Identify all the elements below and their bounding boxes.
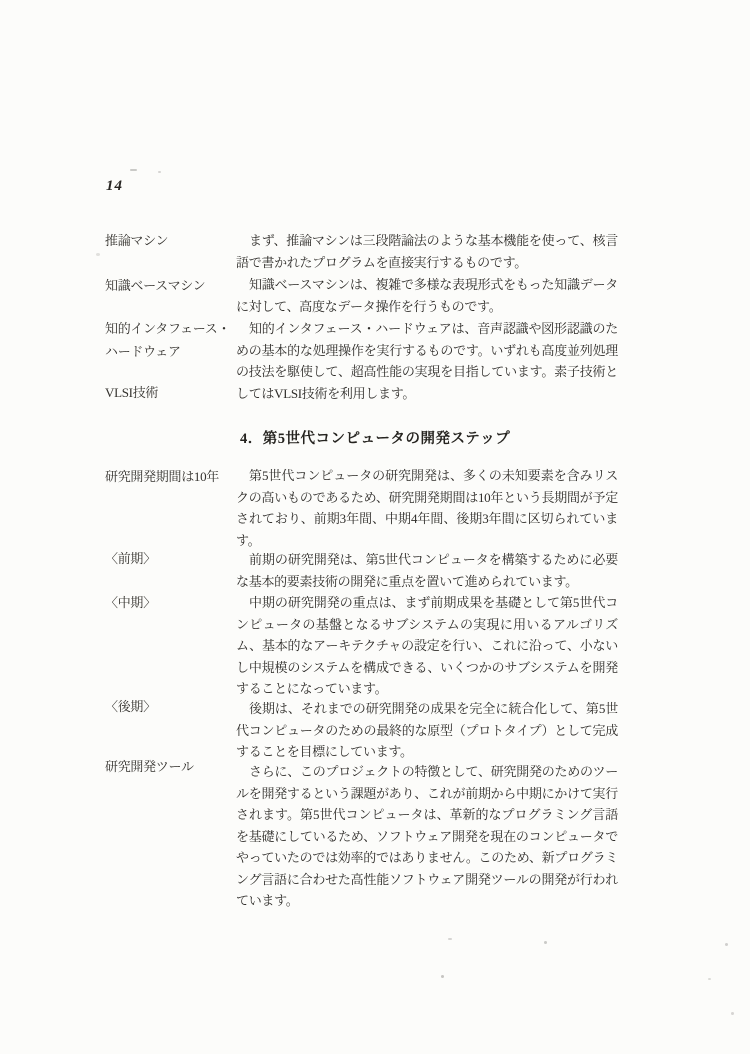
margin-label-intelligent-interface-line1: 知的インタフェース・ [105, 321, 231, 336]
scan-speck [731, 1012, 734, 1015]
scan-speck [158, 171, 161, 173]
margin-label-early-phase: 〈前期〉 [105, 551, 156, 566]
paragraph-early-phase: 前期の研究開発は、第5世代コンピュータを構築するために必要な基本的要素技術の開発に重点を置いて進められています。 [236, 552, 618, 589]
paragraph-rd-tools: さらに、このプロジェクトの特徴として、研究開発のためのツールを開発するという課題があり、これが前期から中期にかけて実行されます。第5世代コンピュータは、革新的なプログラミング言語を基礎にしているため、ソフトウェア開発を現在のコンピュータでやっていたのでは効率的ではありません。このため、新プログラミング言語に合わせた高性能ソフトウェア開発ツールの開発が行われています。 [236, 764, 618, 908]
paragraph-intelligent-interface-hardware: 知的インタフェース・ハードウェアは、音声認識や図形認識のための基本的な処理操作を実行するものです。いずれも高度並列処理の技法を駆使して、超高性能の実現を目指しています。素子技術としてはVLSI技術を利用します。 [236, 321, 618, 401]
scan-speck [96, 253, 100, 256]
section-heading-development-steps: 4．第5世代コンピュータの開発ステップ [240, 431, 511, 447]
page-number: 14 [106, 178, 123, 194]
scan-speck [130, 169, 137, 171]
scan-speck [448, 938, 452, 940]
paragraph-inference-machine: まず、推論マシンは三段階論法のような基本機能を使って、核言語で書かれたプログラムを直接実行するものです。 [236, 233, 618, 270]
paragraph-rd-period: 第5世代コンピュータの研究開発は、多くの未知要素を含みリスクの高いものであるため、研究開発期間は10年という長期間が予定されており、前期3年間、中期4年間、後期3年間に区切られています。 [236, 468, 618, 548]
paragraph-middle-phase: 中期の研究開発の重点は、まず前期成果を基礎として第5世代コンピュータの基盤となるサブシステムの実現に用いるアルゴリズム、基本的なアーキテクチャの設定を行い、これに沿って、小ないし中規模のシステムを構成できる、いくつかのサブシステムを開発することになっています。 [236, 595, 618, 696]
margin-label-vlsi-technology: VLSI技術 [105, 385, 159, 400]
margin-label-knowledge-base-machine: 知識ベースマシン [105, 278, 206, 293]
scan-speck [544, 941, 547, 944]
paragraph-knowledge-base-machine: 知識ベースマシンは、複雑で多様な表現形式をもった知識データに対して、高度なデータ操作を行うものです。 [236, 277, 618, 314]
scan-speck [441, 975, 444, 978]
margin-label-intelligent-interface-line2: ハードウェア [105, 344, 181, 359]
paragraph-late-phase: 後期は、それまでの研究開発の成果を完全に統合化して、第5世代コンピュータのための最終的な原型（プロトタイプ）として完成することを目標にしています。 [236, 701, 618, 759]
scan-speck [708, 978, 711, 980]
margin-label-late-phase: 〈後期〉 [105, 699, 156, 714]
margin-label-rd-period-10-years: 研究開発期間は10年 [105, 469, 220, 484]
scan-speck [725, 943, 728, 946]
margin-label-rd-tools: 研究開発ツール [105, 759, 194, 774]
margin-label-inference-machine: 推論マシン [105, 233, 169, 248]
margin-label-middle-phase: 〈中期〉 [105, 595, 156, 610]
